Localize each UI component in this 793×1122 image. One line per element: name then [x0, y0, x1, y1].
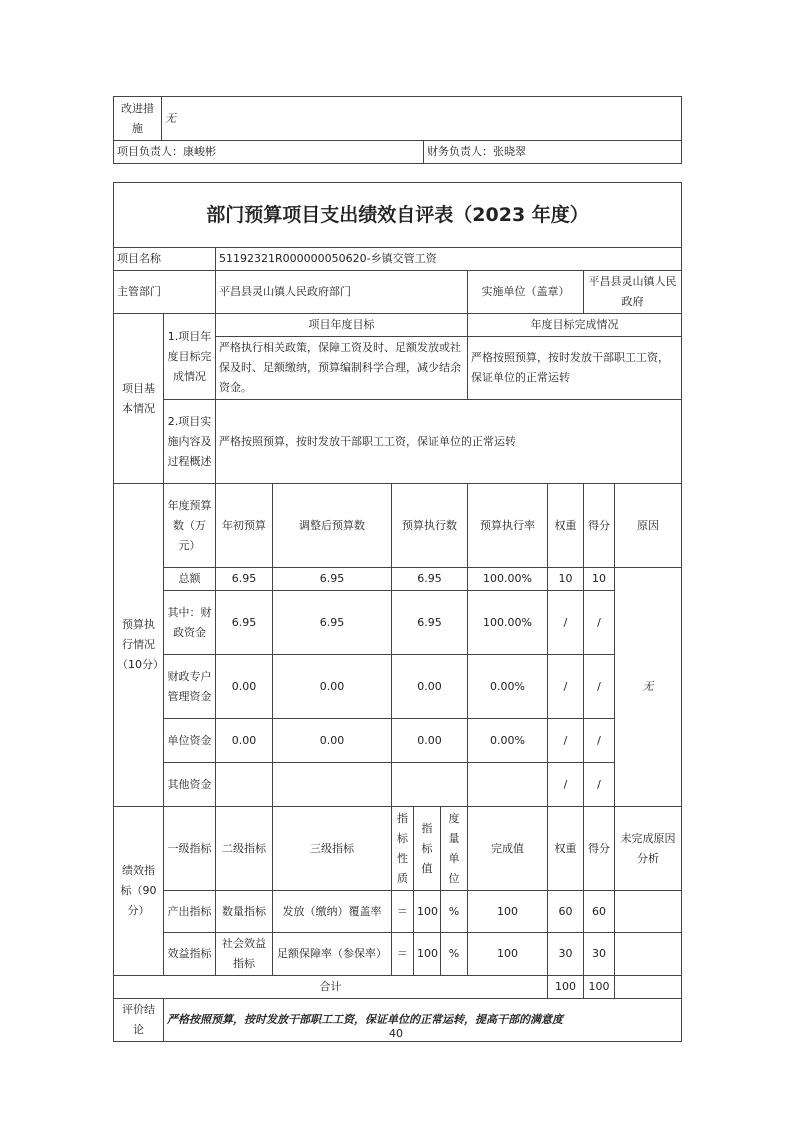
budget-row-initial: 6.95 [216, 568, 273, 591]
perf-row-level1: 产出指标 [164, 891, 216, 933]
perf-row-value: 100 [414, 933, 441, 976]
budget-score-header: 得分 [584, 484, 615, 568]
perf-level3-header: 三级指标 [273, 807, 392, 891]
budget-weight-header: 权重 [548, 484, 584, 568]
perf-value-header: 指标值 [414, 807, 441, 891]
total-weight: 100 [548, 976, 584, 999]
goal-text: 严格执行相关政策，保障工资及时、足额发放或社保及时、足额缴纳，预算编制科学合理，减少结余资金。 [216, 337, 468, 400]
impl-text: 严格按照预算，按时发放干部职工工资，保证单位的正常运转 [216, 400, 682, 484]
budget-row-adjusted: 6.95 [273, 591, 392, 655]
budget-row-weight: / [548, 719, 584, 763]
perf-weight-header: 权重 [548, 807, 584, 891]
budget-row-score: / [584, 763, 615, 807]
perf-row-reason [615, 933, 682, 976]
completion-header: 年度目标完成情况 [468, 314, 682, 337]
budget-row-score: / [584, 591, 615, 655]
basic-section-label: 项目基本情况 [114, 314, 164, 484]
project-name-value: 51192321R000000050620-乡镇交管工资 [216, 248, 682, 271]
perf-row-level3: 发放（缴纳）覆盖率 [273, 891, 392, 933]
budget-row-adjusted [273, 763, 392, 807]
perf-row-nature: ＝ [392, 933, 414, 976]
perf-row-level1: 效益指标 [164, 933, 216, 976]
budget-row-initial: 0.00 [216, 719, 273, 763]
budget-row-label: 其中：财政资金 [164, 591, 216, 655]
budget-row-label: 单位资金 [164, 719, 216, 763]
budget-rate-header: 预算执行率 [468, 484, 548, 568]
perf-row-unit: % [441, 933, 468, 976]
completion-text: 严格按照预算，按时发放干部职工工资，保证单位的正常运转 [468, 337, 682, 400]
budget-row [114, 655, 682, 719]
page-title: 部门预算项目支出绩效自评表（2023 年度） [114, 183, 682, 248]
budget-row-score: / [584, 655, 615, 719]
budget-row-adjusted: 0.00 [273, 655, 392, 719]
top-table [113, 96, 682, 164]
budget-row-adjusted: 0.00 [273, 719, 392, 763]
improve-label: 改进措施 [114, 97, 162, 141]
evaluation-label: 评价结论 [114, 999, 164, 1042]
budget-section-label: 预算执行情况（10分） [114, 484, 164, 807]
perf-row-reason [615, 891, 682, 933]
goal-header: 项目年度目标 [216, 314, 468, 337]
budget-adjusted-header: 调整后预算数 [273, 484, 392, 568]
perf-row-nature: ＝ [392, 891, 414, 933]
budget-row-rate: 0.00% [468, 655, 548, 719]
improve-value: 无 [162, 97, 682, 141]
perf-row-level3: 足额保障率（参保率） [273, 933, 392, 976]
total-label: 合计 [114, 976, 548, 999]
budget-row [114, 591, 682, 655]
perf-row-score: 60 [584, 891, 615, 933]
budget-executed-header: 预算执行数 [392, 484, 468, 568]
unit-label: 实施单位（盖章） [468, 271, 584, 314]
perf-done-header: 完成值 [468, 807, 548, 891]
budget-row-weight: / [548, 763, 584, 807]
perf-row-weight: 30 [548, 933, 584, 976]
budget-row-rate: 100.00% [468, 568, 548, 591]
budget-row-executed: 0.00 [392, 655, 468, 719]
budget-row-label: 总额 [164, 568, 216, 591]
budget-reason-header: 原因 [615, 484, 682, 568]
budget-row-adjusted: 6.95 [273, 568, 392, 591]
budget-row-executed: 6.95 [392, 568, 468, 591]
total-score: 100 [584, 976, 615, 999]
unit-value: 平昌县灵山镇人民政府 [584, 271, 682, 314]
perf-reason-header: 未完成原因分析 [615, 807, 682, 891]
budget-row-initial: 0.00 [216, 655, 273, 719]
project-name-label: 项目名称 [114, 248, 216, 271]
budget-row-executed: 6.95 [392, 591, 468, 655]
budget-row-rate: 0.00% [468, 719, 548, 763]
budget-row-initial: 6.95 [216, 591, 273, 655]
goal-label: 1.项目年度目标完成情况 [164, 314, 216, 400]
budget-row [114, 719, 682, 763]
budget-reason-value: 无 [615, 568, 682, 807]
budget-row [114, 568, 682, 591]
budget-row-executed [392, 763, 468, 807]
page-number: 40 [389, 1027, 403, 1040]
budget-initial-header: 年初预算 [216, 484, 273, 568]
budget-row-label: 财政专户管理资金 [164, 655, 216, 719]
perf-nature-header: 指标性质 [392, 807, 414, 891]
budget-row-score: 10 [584, 568, 615, 591]
budget-row-weight: / [548, 655, 584, 719]
dept-label: 主管部门 [114, 271, 216, 314]
perf-level2-header: 二级指标 [216, 807, 273, 891]
budget-row-initial [216, 763, 273, 807]
perf-row-done: 100 [468, 891, 548, 933]
perf-row-unit: % [441, 891, 468, 933]
perf-row-level2: 社会效益指标 [216, 933, 273, 976]
evaluation-text: 严格按照预算，按时发放干部职工工资，保证单位的正常运转，提高干部的满意度 [164, 999, 682, 1042]
budget-row-weight: / [548, 591, 584, 655]
project-lead: 项目负责人：康峻彬 [114, 141, 424, 164]
total-empty [615, 976, 682, 999]
dept-value: 平昌县灵山镇人民政府部门 [216, 271, 468, 314]
budget-row-score: / [584, 719, 615, 763]
perf-row [114, 933, 682, 976]
budget-row-executed: 0.00 [392, 719, 468, 763]
budget-row-rate [468, 763, 548, 807]
perf-level1-header: 一级指标 [164, 807, 216, 891]
budget-row [114, 763, 682, 807]
perf-unit-header: 度量单位 [441, 807, 468, 891]
main-table [113, 182, 682, 1042]
perf-row-value: 100 [414, 891, 441, 933]
perf-row-score: 30 [584, 933, 615, 976]
budget-year-header: 年度预算数（万元） [164, 484, 216, 568]
budget-row-label: 其他资金 [164, 763, 216, 807]
perf-row [114, 891, 682, 933]
perf-score-header: 得分 [584, 807, 615, 891]
budget-row-rate: 100.00% [468, 591, 548, 655]
perf-section-label: 绩效指标（90分） [114, 807, 164, 976]
perf-row-level2: 数量指标 [216, 891, 273, 933]
impl-label: 2.项目实施内容及过程概述 [164, 400, 216, 484]
perf-row-done: 100 [468, 933, 548, 976]
budget-row-weight: 10 [548, 568, 584, 591]
perf-row-weight: 60 [548, 891, 584, 933]
finance-lead: 财务负责人：张晓翠 [424, 141, 682, 164]
